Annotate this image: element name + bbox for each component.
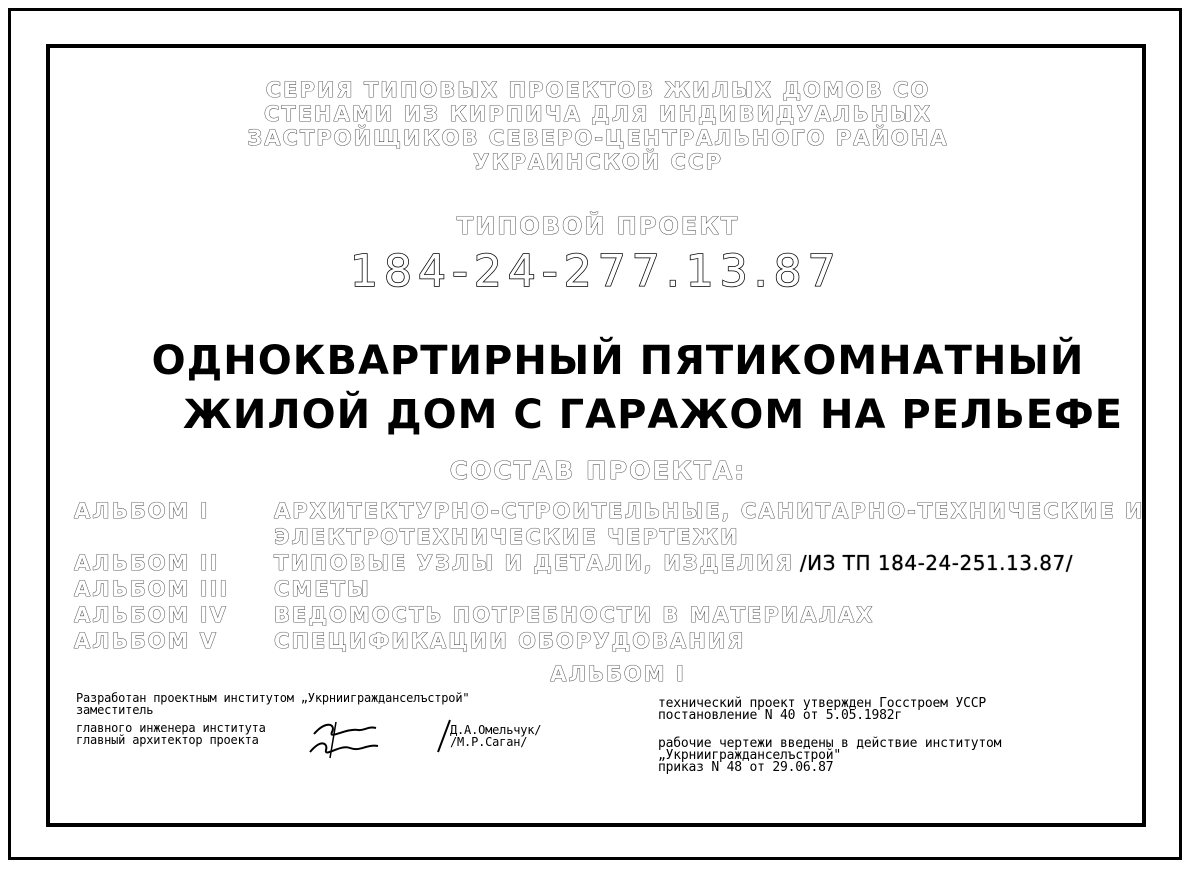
album-name: АЛЬБОМ IV: [74, 603, 228, 627]
album-desc: СПЕЦИФИКАЦИИ ОБОРУДОВАНИЯ: [274, 629, 746, 653]
project-label: ТИПОВОЙ ПРОЕКТ: [456, 212, 740, 240]
series-line: ЗАСТРОЙЩИКОВ СЕВЕРО-ЦЕНТРАЛЬНОГО РАЙОНА: [247, 126, 949, 150]
document-title-line2: ЖИЛОЙ ДОМ С ГАРАЖОМ НА РЕЛЬЕФЕ: [182, 392, 1124, 438]
signatory-name-2: /М.Р.Саган/: [450, 735, 528, 749]
album-name: АЛЬБОМ I: [74, 499, 210, 523]
album-row: [74, 630, 746, 652]
album-row: [74, 604, 875, 626]
series-line: УКРАИНСКОЙ ССР: [473, 150, 723, 174]
deputy-label: заместитель: [76, 703, 154, 717]
order-text: приказ N 48 от 29.06.87: [658, 760, 834, 775]
album-row: [74, 500, 1145, 522]
current-album: АЛЬБОМ I: [550, 662, 686, 686]
album-row-cont: [74, 526, 740, 548]
developed-by: Разработан проектным институтом „Укрниигражданселъстрой": [76, 691, 470, 705]
chief-engineer-label: главного инженера института: [76, 721, 266, 735]
album-desc-cont: ЭЛЕКТРОТЕХНИЧЕСКИЕ ЧЕРТЕЖИ: [274, 525, 740, 549]
album-desc: ТИПОВЫЕ УЗЛЫ И ДЕТАЛИ, ИЗДЕЛИЯ: [274, 551, 794, 575]
album-name: АЛЬБОМ V: [74, 629, 219, 653]
series-line: СТЕНАМИ ИЗ КИРПИЧА ДЛЯ ИНДИВИДУАЛЬНЫХ: [263, 102, 933, 126]
chief-architect-label: главный архитектор проекта: [76, 733, 259, 747]
album-name: АЛЬБОМ III: [74, 577, 230, 601]
approval-text: технический проект утвержден Госстроем УССР: [658, 696, 986, 711]
album-desc: АРХИТЕКТУРНО-СТРОИТЕЛЬНЫЕ, САНИТАРНО-ТЕХНИЧЕСКИЕ И: [274, 499, 1145, 523]
document-title-line1: ОДНОКВАРТИРНЫЙ ПЯТИКОМНАТНЫЙ: [151, 338, 1085, 384]
signatures: [306, 714, 386, 764]
album-name: АЛЬБОМ II: [74, 551, 220, 575]
decree-text: постановление N 40 от 5.05.1982г: [658, 708, 903, 723]
album-row: [74, 552, 1073, 574]
album-reference: /ИЗ ТП 184-24-251.13.87/: [799, 551, 1073, 575]
project-number: 184-24-277.13.87: [350, 246, 842, 297]
signatory-name-1: Д.А.Омельчук/: [450, 723, 542, 737]
series-heading: [0, 78, 1196, 174]
institute-name: „Укрниигражданселъстрой": [658, 748, 842, 763]
composition-heading: СОСТАВ ПРОЕКТА:: [449, 456, 747, 485]
album-desc: ВЕДОМОСТЬ ПОТРЕБНОСТИ В МАТЕРИАЛАХ: [274, 603, 875, 627]
album-desc: СМЕТЫ: [274, 577, 371, 601]
introduction-text: рабочие чертежи введены в действие институтом: [658, 736, 1002, 751]
series-line: СЕРИЯ ТИПОВЫХ ПРОЕКТОВ ЖИЛЫХ ДОМОВ СО: [265, 78, 931, 102]
album-row: [74, 578, 371, 600]
